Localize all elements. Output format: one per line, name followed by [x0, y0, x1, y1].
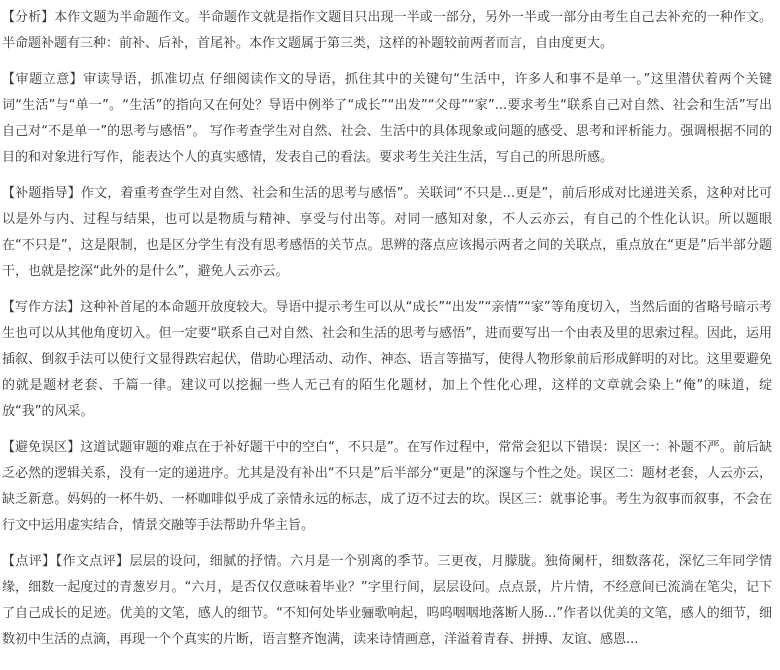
pitfalls-paragraph: 【避免误区】这道试题审题的难点在于补好题干中的空白“，不只是”。在写作过程中，常常会犯以下错误：误区一：补题不严。前后缺乏必然的逻辑关系，没有一定的递进序。尤其是没有补出“不只是”后半部分“更是”的深邃与个性之处。误区二：题材老套，人云亦云，缺乏新意。妈妈的一杯牛奶、一杯咖啡似乎成了亲情永远的标志，成了迈不过去的坎。误区三：就事论事。考生为叙事而叙事，不会在行文中运用虚实结合，情景交融等手法帮助升华主旨。 [2, 440, 772, 533]
paragraph-gap [2, 57, 772, 67]
comment-paragraph: 【点评】【作文点评】层层的设问，细腻的抒情。六月是一个别离的季节。三更夜，月朦胧。独倚阑杆，细数落花，深忆三年同学情缘，细数一起度过的青葱岁月。“六月，是否仅仅意味着毕业？”字里行间，层层设问。点点景，片片情，不经意间已流淌在笔尖，记下了自己成长的足迹。优美的文笔，感人的细节。“不知何处毕业骊歌响起，呜呜咽咽地落断人肠...”作者以优美的文笔，感人的细节，细数初中生活的点滴，再现一个个真实的片断，语言整齐饱满，读来诗情画意，洋溢着青春、拼搏、友谊、感恩... [2, 554, 772, 647]
paragraph-gap [2, 285, 772, 295]
paragraph-gap [2, 171, 772, 181]
analysis-paragraph: 【分析】本作文题为半命题作文。半命题作文就是指作文题目只出现一半或一部分，另外一半或一部分由考生自己去补充的一种作文。半命题补题有三种：前补、后补，首尾补。本作文题属于第三类，这样的补题较前两者而言，自由度更大。 [2, 10, 772, 51]
writing-method-paragraph: 【写作方法】这种补首尾的本命题开放度较大。导语中提示考生可以从“成长”“出发”“亲情”“家”等角度切入，当然后面的省略号暗示考生也可以从其他角度切入。但一定要“联系自己对自然、社会和生活的思考与感悟”，进而要写出一个由表及里的思索过程。因此，运用插叙、倒叙手法可以使行文显得跌宕起伏，借助心理活动、动作、神态、语言等描写，使得人物形象前后形成鲜明的对比。这里要避免的就是题材老套、千篇一律。建议可以挖掘一些人无己有的陌生化题材，加上个性化心理，这样的文章就会染上“俺”的味道，绽放“我”的风采。 [2, 300, 772, 419]
paragraph-gap [2, 425, 772, 435]
title-guidance-paragraph: 【补题指导】作文，着重考查学生对自然、社会和生活的思考与感悟”。关联词“不只是...更是”，前后形成对比递进关系，这种对比可以是外与内、过程与结果，也可以是物质与精神、享受与付出等。对同一感知对象，不人云亦云，有自己的个性化认识。所以题眼在“不只是”，这是限制，也是区分学生有没有思考感悟的关节点。思辨的落点应该揭示两者之间的关联点，重点放在“更是”后半部分题干，也就是挖深“此外的是什么”，避免人云亦云。 [2, 186, 772, 279]
theme-paragraph: 【审题立意】审读导语，抓准切点 仔细阅读作文的导语，抓住其中的关键句“生活中，许多人和事不是单一。”这里潜伏着两个关键词“生活”与“单一”。“生活”的指向又在何处？导语中例举了“成长”“出发”“父母”“家”...要求考生“联系自己对自然、社会和生活”写出自己对“不是单一”的思考与感悟”。 写作考查学生对自然、社会、生活中的具体现象或问题的感受、思考和评析能力。强调根据不同的目的和对象进行写作，能表达个人的真实感情，发表自己的看法。要求考生关注生活，写自己的所思所感。 [2, 72, 772, 165]
paragraph-gap [2, 539, 772, 549]
